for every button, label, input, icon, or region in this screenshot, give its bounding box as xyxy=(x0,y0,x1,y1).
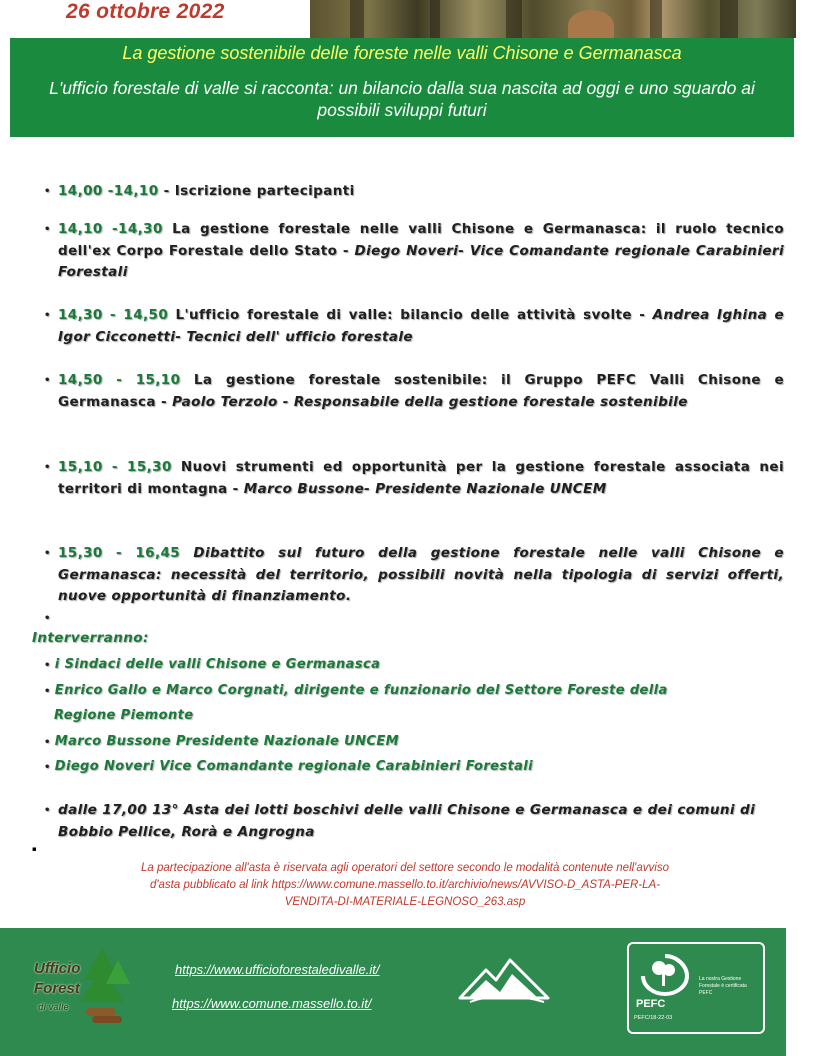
website-link-comune[interactable]: https://www.comune.massello.to.it/ xyxy=(172,996,372,1011)
program-text: - Iscrizione partecipanti xyxy=(158,183,355,199)
note-line: La partecipazione all'asta è riservata agli operatori del settore secondo le modalità contenute nell'avviso xyxy=(141,862,669,874)
program-text: L'ufficio forestale di valle: bilancio delle attività svolte - xyxy=(168,307,653,323)
small-dot: ▪ xyxy=(32,845,37,853)
intervention-item: • i Sindaci delle valli Chisone e Germanasca xyxy=(44,657,381,672)
program-text: Dibattito sul futuro della gestione forestale nelle valli Chisone e Germanasca: necessità del territorio, possibili novità nella tipologia di servizi offerti, nuove opportunità di finanziamento. xyxy=(58,545,784,604)
note-line: d'asta pubblicato al link https://www.comune.massello.to.it/archivio/news/AVVISO-D_ASTA-PER-LA- xyxy=(149,879,661,891)
header-forest-photo xyxy=(310,0,796,38)
program-speaker: Andrea Ighina e Igor Cicconetti- Tecnici dell' ufficio forestale xyxy=(58,307,785,345)
logo-word: di valle xyxy=(38,1002,69,1012)
program-speaker: Marco Bussone- Presidente Nazionale UNCEM xyxy=(243,480,607,497)
program-time: 15,10 - 15,30 xyxy=(58,459,172,475)
logo-word: Ufficio xyxy=(34,960,81,977)
program-text: La gestione forestale nelle valli Chisone e Germanasca: il ruolo tecnico dell'ex Corpo Forestale dello Stato - xyxy=(58,221,784,259)
auction-text: dalle 17,00 13° Asta dei lotti boschivi delle valli Chisone e Germanasca e dei comuni di Bobbio Pellice, Rorà e Angrogna xyxy=(58,802,756,840)
pefc-certification-badge xyxy=(627,942,765,1034)
pefc-code: PEFC/18-22-03 xyxy=(634,1015,673,1021)
program-time: 14,30 - 14,50 xyxy=(58,307,169,323)
program-speaker: Diego Noveri- Vice Comandante regionale Carabinieri Forestali xyxy=(58,242,784,280)
title-banner xyxy=(10,38,794,137)
logo-word: Forest xyxy=(34,980,80,997)
program-time: 14,50 - 15,10 xyxy=(58,372,181,388)
intervention-item: • Marco Bussone Presidente Nazionale UNCEM xyxy=(44,734,399,749)
program-text: Nuovi strumenti ed opportunità per la gestione forestale associata nei territori di montagna - xyxy=(58,459,785,497)
interventions-title: Interverranno: xyxy=(32,630,149,646)
program-item: • 14,50 - 15,10 La gestione forestale sostenibile: il Gruppo PEFC Valli Chisone e Germanasca - Paolo Terzolo - Responsabile della gestione forestale sostenibile xyxy=(44,372,784,410)
program-item: • 14,00 -14,10 - Iscrizione partecipanti xyxy=(44,183,355,199)
program-item: • 14,10 -14,30 La gestione forestale nelle valli Chisone e Germanasca: il ruolo tecnico dell'ex Corpo Forestale dello Stato - Diego Noveri- Vice Comandante regionale Carabinieri Forestali xyxy=(44,221,784,280)
pefc-description: La nostra Gestione Forestale è certificata PEFC xyxy=(699,976,747,996)
website-link-ufficio[interactable]: https://www.ufficioforestaledivalle.it/ xyxy=(175,962,380,977)
event-subtitle: L'ufficio forestale di valle si racconta: un bilancio dalla sua nascita ad oggi e uno sguardo ai possibili sviluppi futuri xyxy=(49,78,755,120)
event-title: La gestione sostenibile delle foreste nelle valli Chisone e Germanasca xyxy=(122,43,682,63)
intervention-item: • Enrico Gallo e Marco Corgnati, dirigente e funzionario del Settore Foreste della xyxy=(44,683,668,698)
intervention-item-continued: Regione Piemonte xyxy=(54,708,194,723)
program-item: • 15,30 - 16,45 Dibattito sul futuro della gestione forestale nelle valli Chisone e Germanasca: necessità del territorio, possibili novità nella tipologia di servizi offerti, nuove opportunità di finanziamento. xyxy=(44,545,784,604)
mountains-logo-icon xyxy=(452,950,554,1006)
program-item: • 14,30 - 14,50 L'ufficio forestale di valle: bilancio delle attività svolte - Andrea Ighina e Igor Cicconetti- Tecnici dell' ufficio forestale xyxy=(44,307,785,345)
auction-item: • dalle 17,00 13° Asta dei lotti boschivi delle valli Chisone e Germanasca e dei comuni di Bobbio Pellice, Rorà e Angrogna xyxy=(44,800,784,843)
pefc-label: PEFC xyxy=(636,998,666,1010)
program-time: 14,00 -14,10 xyxy=(58,183,159,199)
pefc-tree-icon xyxy=(637,952,693,996)
auction-note xyxy=(60,860,750,911)
program-text: La gestione forestale sostenibile: il Gruppo PEFC Valli Chisone e Germanasca - xyxy=(58,372,784,410)
program-time: 15,30 - 16,45 xyxy=(58,545,181,561)
note-line: VENDITA-DI-MATERIALE-LEGNOSO_263.asp xyxy=(284,896,526,908)
program-item: • 15,10 - 15,30 Nuovi strumenti ed opportunità per la gestione forestale associata nei territori di montagna - Marco Bussone- Presidente Nazionale UNCEM xyxy=(44,459,785,497)
program-speaker: Paolo Terzolo - Responsabile della gestione forestale sostenibile xyxy=(172,393,688,410)
ufficio-forestale-logo xyxy=(28,944,136,1024)
intervention-item: • Diego Noveri Vice Comandante regionale Carabinieri Forestali xyxy=(44,759,533,774)
program-time: 14,10 -14,30 xyxy=(58,221,163,237)
header-date: 26 ottobre 2022 xyxy=(66,0,225,23)
